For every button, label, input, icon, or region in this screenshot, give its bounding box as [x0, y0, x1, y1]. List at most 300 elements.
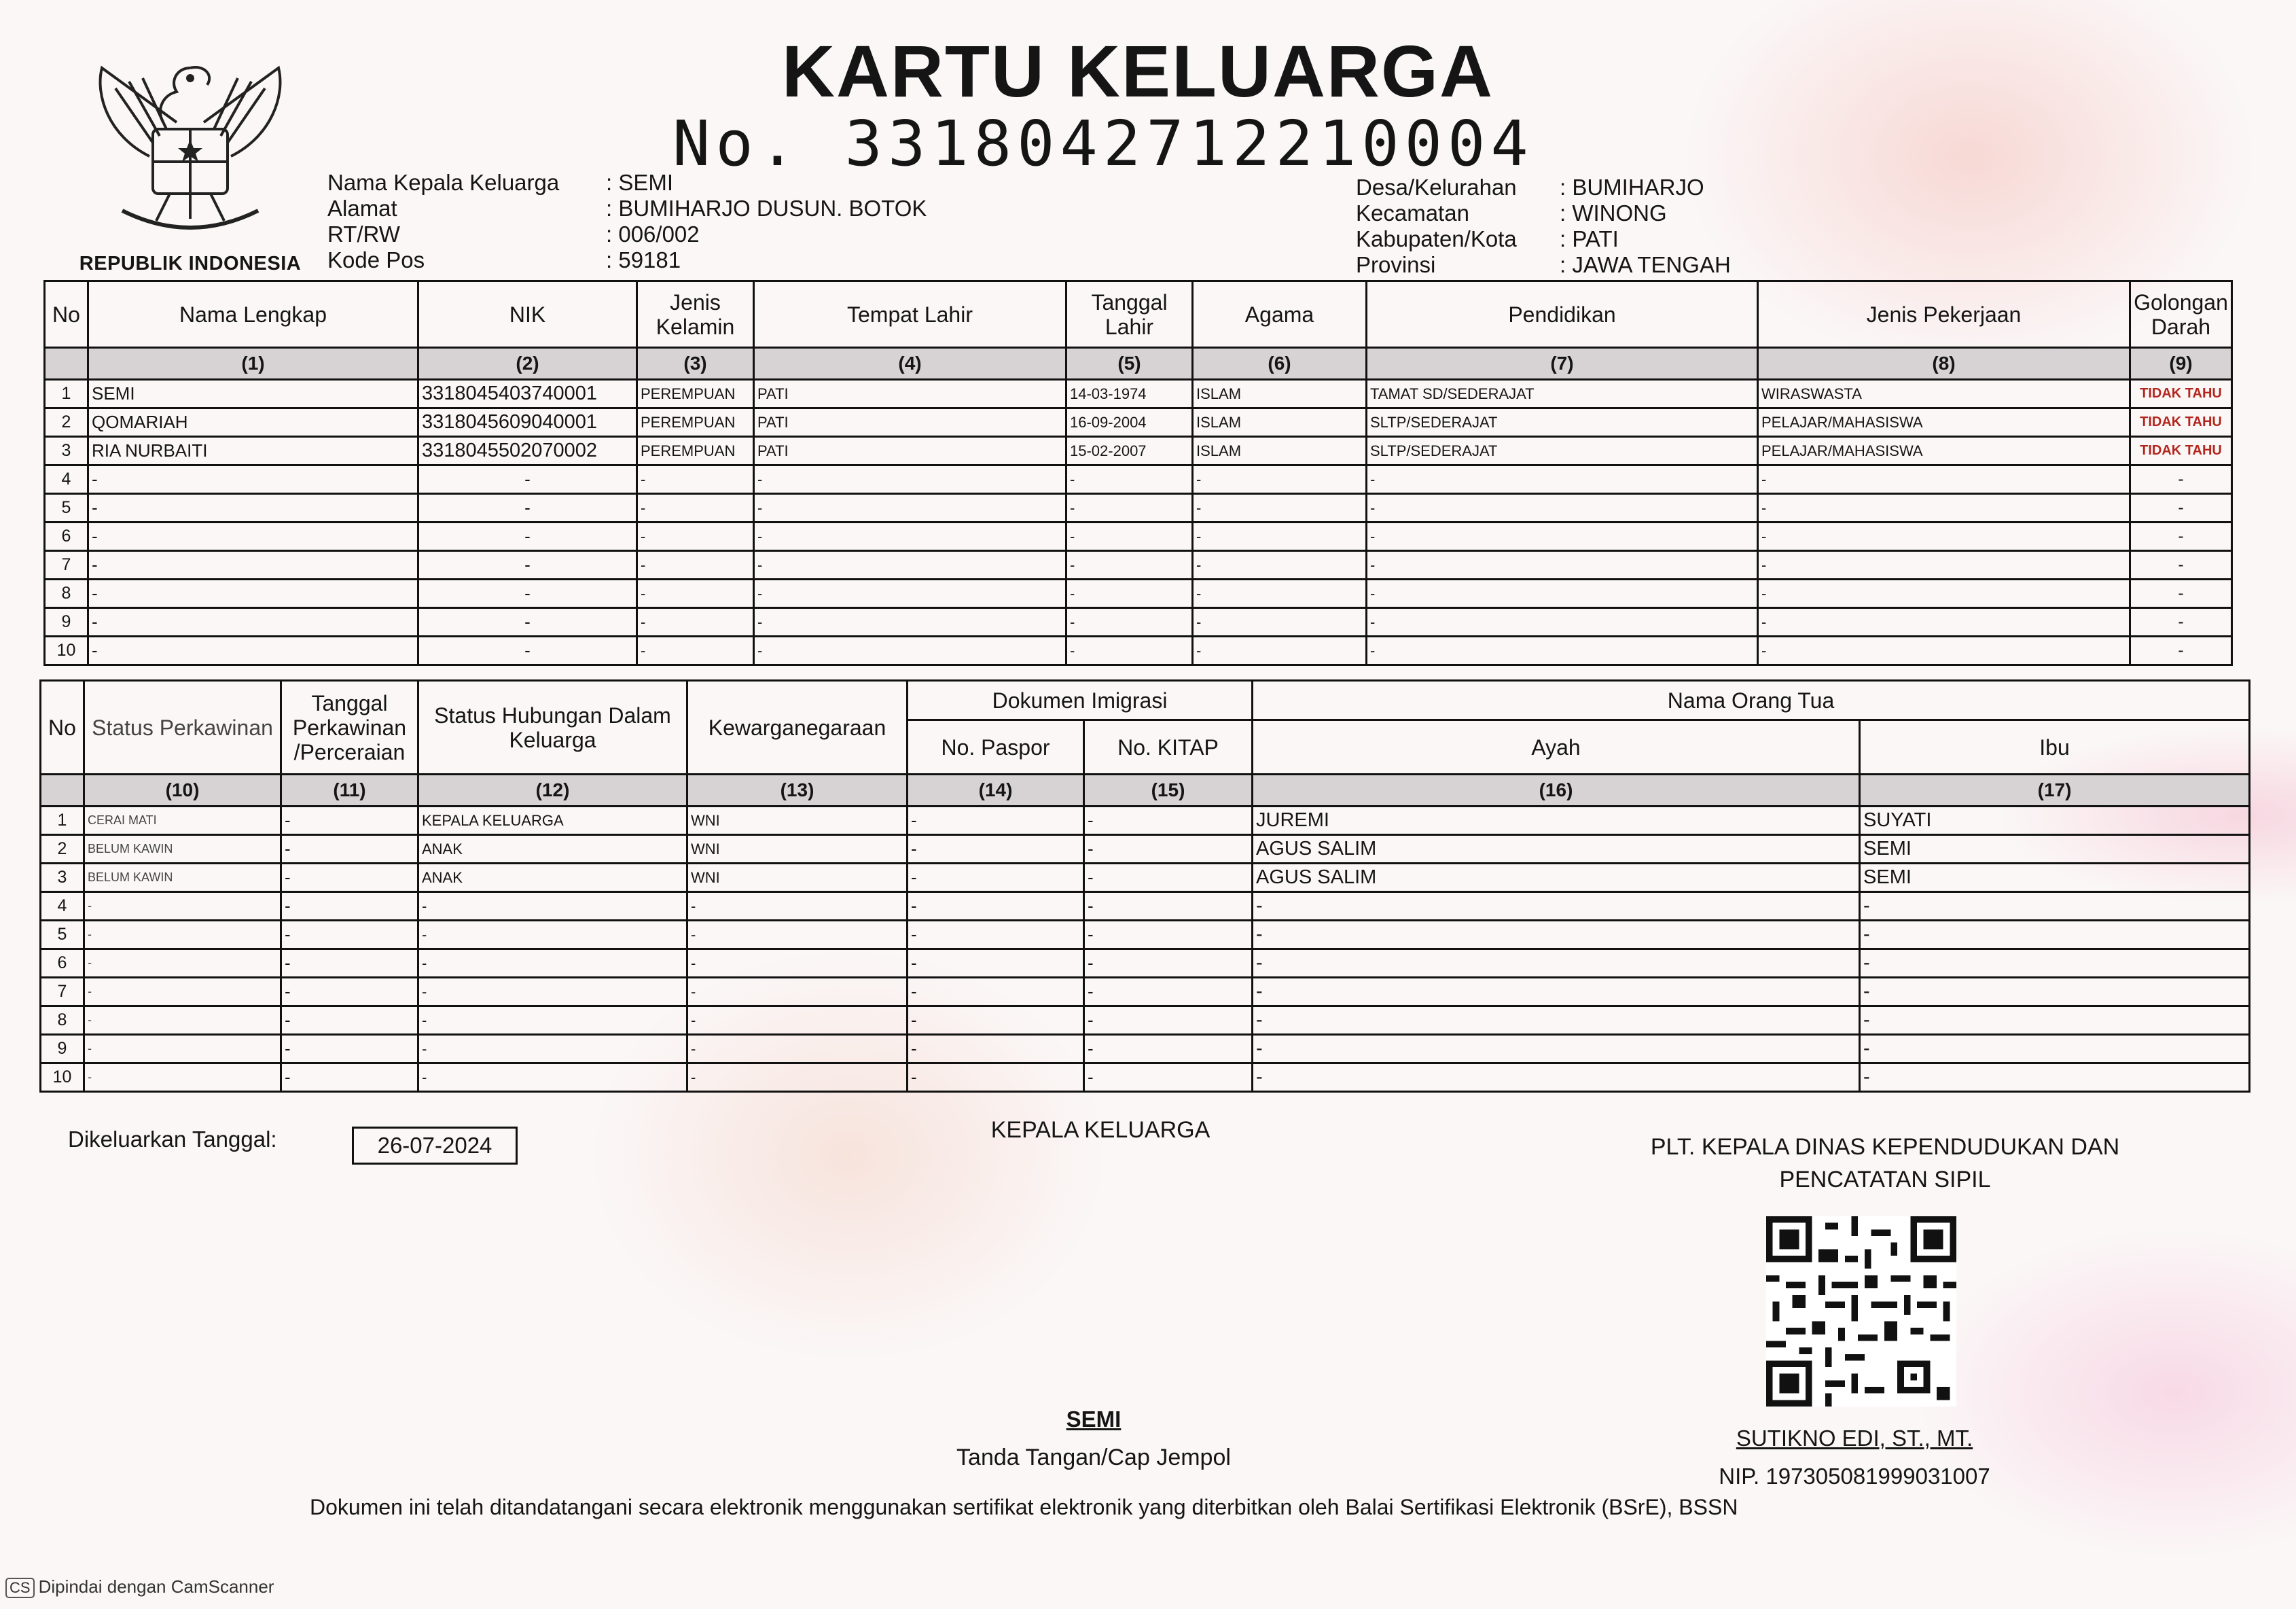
table-cell: -: [2130, 608, 2232, 637]
table-cell: -: [1758, 580, 2130, 608]
table-cell: SLTP/SEDERAJAT: [1367, 408, 1758, 437]
family-members-table: [43, 280, 2233, 666]
table-cell: -: [418, 1006, 687, 1035]
table-cell: 1: [41, 807, 84, 835]
table-cell: 6: [41, 949, 84, 978]
head-of-family-title: KEPALA KELUARGA: [990, 1117, 1210, 1143]
table-cell: -: [637, 523, 754, 551]
column-header: Pendidikan: [1367, 281, 1758, 348]
table-header-row: [45, 281, 2232, 348]
table-cell: -: [1860, 949, 2250, 978]
table-cell: 1: [45, 380, 88, 408]
table-cell: -: [1193, 580, 1367, 608]
table-row: [45, 637, 2232, 665]
table-row: [45, 551, 2232, 580]
table-cell: -: [2130, 494, 2232, 523]
table-cell: -: [84, 892, 281, 921]
column-header: Ayah: [1253, 720, 1860, 775]
table-cell: -: [281, 978, 418, 1006]
table-cell: AGUS SALIM: [1253, 835, 1860, 864]
table-cell: -: [418, 580, 637, 608]
table-cell: -: [1253, 1035, 1860, 1063]
table-cell: -: [1860, 1063, 2250, 1092]
table-cell: 4: [45, 465, 88, 494]
table-cell: -: [908, 1035, 1084, 1063]
info-value: : BUMIHARJO: [1560, 175, 1704, 200]
table-cell: -: [1367, 608, 1758, 637]
table-cell: -: [1367, 523, 1758, 551]
table-cell: -: [84, 921, 281, 949]
table-cell: 10: [45, 637, 88, 665]
column-number-row: [45, 348, 2232, 380]
table-row: [45, 580, 2232, 608]
table-cell: 9: [41, 1035, 84, 1063]
table-cell: -: [908, 1063, 1084, 1092]
table-cell: -: [1066, 580, 1193, 608]
info-row-rt-rw: [327, 222, 927, 247]
table-cell: 5: [41, 921, 84, 949]
table-cell: 2: [41, 835, 84, 864]
table-cell: -: [418, 465, 637, 494]
table-cell: 3318045403740001: [418, 380, 637, 408]
official-title-line: PENCATATAN SIPIL: [1779, 1167, 1991, 1192]
info-row-address: [327, 196, 927, 222]
table-cell: -: [1066, 637, 1193, 665]
table-cell: SEMI: [1860, 864, 2250, 892]
table-row: [41, 1035, 2250, 1063]
info-row-regency: [1356, 226, 1731, 252]
table-row: [41, 921, 2250, 949]
table-cell: -: [754, 523, 1066, 551]
table-cell: -: [908, 1006, 1084, 1035]
column-number: (6): [1193, 348, 1367, 380]
table-cell: -: [1193, 637, 1367, 665]
table-cell: -: [1253, 921, 1860, 949]
table-row: [41, 864, 2250, 892]
table-cell: -: [908, 949, 1084, 978]
table-cell: -: [637, 551, 754, 580]
table-cell: -: [687, 1063, 908, 1092]
table-cell: -: [1253, 1006, 1860, 1035]
table-row: [45, 608, 2232, 637]
column-number-cell: [45, 348, 88, 380]
table-cell: -: [687, 1006, 908, 1035]
table-cell: -: [2130, 637, 2232, 665]
family-status-body: [41, 807, 2250, 1092]
table-cell: -: [1758, 465, 2130, 494]
column-number: (9): [2130, 348, 2232, 380]
info-row-district: [1356, 200, 1731, 226]
column-number-cell: [41, 775, 84, 807]
column-header: Nama Orang Tua: [1253, 681, 2250, 720]
table-cell: -: [418, 921, 687, 949]
info-value: : JAWA TENGAH: [1560, 252, 1731, 277]
table-cell: -: [908, 978, 1084, 1006]
table-cell: 9: [45, 608, 88, 637]
table-cell: -: [687, 921, 908, 949]
table-cell: WNI: [687, 864, 908, 892]
table-cell: -: [88, 608, 418, 637]
table-cell: -: [281, 1063, 418, 1092]
table-cell: -: [1193, 465, 1367, 494]
issued-date-label: Dikeluarkan Tanggal:: [68, 1127, 277, 1152]
table-cell: -: [281, 949, 418, 978]
table-cell: -: [1084, 835, 1253, 864]
table-cell: -: [1860, 1006, 2250, 1035]
info-label: Alamat: [327, 196, 397, 221]
table-cell: -: [1253, 1063, 1860, 1092]
table-cell: 15-02-2007: [1066, 437, 1193, 465]
table-cell: -: [281, 807, 418, 835]
column-number: (12): [418, 775, 687, 807]
table-row: [41, 978, 2250, 1006]
info-row-postal-code: [327, 247, 927, 273]
column-header: Dokumen Imigrasi: [908, 681, 1253, 720]
info-row-province: [1356, 252, 1731, 278]
table-cell: -: [418, 637, 637, 665]
table-cell: -: [754, 580, 1066, 608]
info-value: : BUMIHARJO DUSUN. BOTOK: [606, 196, 927, 221]
table-cell: ANAK: [418, 864, 687, 892]
table-cell: ISLAM: [1193, 408, 1367, 437]
table-cell: -: [908, 864, 1084, 892]
table-row: [45, 408, 2232, 437]
table-cell: -: [1860, 921, 2250, 949]
table-cell: -: [418, 608, 637, 637]
column-number: (1): [88, 348, 418, 380]
table-cell: -: [637, 637, 754, 665]
table-cell: -: [1253, 978, 1860, 1006]
info-row-head-of-family: [327, 170, 927, 196]
table-cell: -: [418, 1035, 687, 1063]
table-cell: -: [2130, 465, 2232, 494]
document-number: No. 3318042712210004: [672, 107, 1534, 180]
head-of-family-name: SEMI: [1066, 1407, 1122, 1432]
table-cell: PATI: [754, 408, 1066, 437]
column-header: No. Paspor: [908, 720, 1084, 775]
table-cell: ISLAM: [1193, 380, 1367, 408]
info-value: : WINONG: [1560, 200, 1667, 226]
official-title: [1562, 1131, 2208, 1196]
column-number: (16): [1253, 775, 1860, 807]
table-cell: -: [1084, 1006, 1253, 1035]
column-number: (10): [84, 775, 281, 807]
table-cell: TIDAK TAHU: [2130, 408, 2232, 437]
table-cell: -: [687, 949, 908, 978]
info-label: Kode Pos: [327, 247, 425, 272]
table-cell: -: [908, 835, 1084, 864]
table-cell: 2: [45, 408, 88, 437]
table-cell: -: [754, 465, 1066, 494]
table-cell: -: [637, 608, 754, 637]
table-row: [41, 892, 2250, 921]
table-cell: -: [1084, 949, 1253, 978]
family-info-left: [327, 170, 927, 273]
table-cell: -: [687, 892, 908, 921]
table-cell: -: [1084, 864, 1253, 892]
table-cell: -: [1084, 921, 1253, 949]
table-cell: TIDAK TAHU: [2130, 437, 2232, 465]
info-label: Provinsi: [1356, 252, 1436, 277]
table-cell: SEMI: [88, 380, 418, 408]
column-number: (13): [687, 775, 908, 807]
table-cell: -: [754, 608, 1066, 637]
table-cell: -: [1084, 807, 1253, 835]
table-cell: -: [908, 892, 1084, 921]
info-label: Kecamatan: [1356, 200, 1469, 226]
table-cell: 7: [45, 551, 88, 580]
table-cell: -: [84, 949, 281, 978]
table-cell: -: [1860, 892, 2250, 921]
table-cell: -: [418, 978, 687, 1006]
info-label: RT/RW: [327, 222, 400, 247]
table-cell: PATI: [754, 380, 1066, 408]
table-cell: BELUM KAWIN: [84, 864, 281, 892]
table-row: [45, 465, 2232, 494]
column-header: Nama Lengkap: [88, 281, 418, 348]
table-cell: -: [1367, 465, 1758, 494]
table-cell: -: [1758, 494, 2130, 523]
table-cell: -: [88, 494, 418, 523]
table-cell: PEREMPUAN: [637, 380, 754, 408]
column-header: Jenis Kelamin: [637, 281, 754, 348]
table-cell: -: [281, 1006, 418, 1035]
electronic-signature-disclaimer: Dokumen ini telah ditandatangani secara elektronik menggunakan sertifikat elektronik yang diterbitkan oleh Balai Sertifikasi Elektronik (BSrE), BSSN: [310, 1495, 1738, 1519]
table-cell: -: [1367, 637, 1758, 665]
table-cell: -: [1066, 551, 1193, 580]
official-name: SUTIKNO EDI, ST., MT.: [1736, 1426, 1973, 1451]
table-cell: PATI: [754, 437, 1066, 465]
table-row: [41, 949, 2250, 978]
table-cell: PEREMPUAN: [637, 437, 754, 465]
table-cell: -: [88, 551, 418, 580]
table-cell: -: [1860, 1035, 2250, 1063]
table-cell: -: [1066, 465, 1193, 494]
table-cell: PEREMPUAN: [637, 408, 754, 437]
column-number-row: [41, 775, 2250, 807]
table-cell: -: [2130, 523, 2232, 551]
column-number: (14): [908, 775, 1084, 807]
table-cell: -: [84, 978, 281, 1006]
table-cell: SEMI: [1860, 835, 2250, 864]
table-cell: -: [1193, 523, 1367, 551]
table-cell: -: [1253, 892, 1860, 921]
column-header: Agama: [1193, 281, 1367, 348]
table-cell: -: [687, 1035, 908, 1063]
table-cell: 8: [45, 580, 88, 608]
column-header: Ibu: [1860, 720, 2250, 775]
column-header: Status Perkawinan: [84, 681, 281, 775]
table-cell: JUREMI: [1253, 807, 1860, 835]
table-row: [45, 380, 2232, 408]
table-cell: -: [1066, 523, 1193, 551]
official-title-line: PLT. KEPALA DINAS KEPENDUDUKAN DAN: [1650, 1134, 2120, 1160]
table-cell: -: [1084, 1063, 1253, 1092]
table-cell: -: [1193, 551, 1367, 580]
table-cell: 3318045609040001: [418, 408, 637, 437]
table-cell: PELAJAR/MAHASISWA: [1758, 437, 2130, 465]
table-cell: -: [908, 807, 1084, 835]
table-cell: TAMAT SD/SEDERAJAT: [1367, 380, 1758, 408]
table-cell: -: [1066, 608, 1193, 637]
table-cell: -: [2130, 551, 2232, 580]
family-members-body: [45, 380, 2232, 665]
table-cell: -: [1367, 494, 1758, 523]
table-cell: -: [418, 949, 687, 978]
table-cell: AGUS SALIM: [1253, 864, 1860, 892]
table-cell: 10: [41, 1063, 84, 1092]
table-cell: 3: [45, 437, 88, 465]
table-cell: 5: [45, 494, 88, 523]
table-cell: 3318045502070002: [418, 437, 637, 465]
table-cell: -: [1193, 608, 1367, 637]
official-nip: NIP. 197305081999031007: [1719, 1464, 1990, 1489]
table-cell: -: [88, 465, 418, 494]
table-cell: 4: [41, 892, 84, 921]
document-title: KARTU KELUARGA: [782, 30, 1494, 112]
column-number: (3): [637, 348, 754, 380]
table-cell: 8: [41, 1006, 84, 1035]
info-row-village: [1356, 175, 1731, 200]
table-cell: WNI: [687, 835, 908, 864]
table-cell: -: [908, 921, 1084, 949]
garuda-emblem-icon: [75, 41, 306, 245]
info-value: : 006/002: [606, 222, 700, 247]
table-cell: SLTP/SEDERAJAT: [1367, 437, 1758, 465]
column-header: Golongan Darah: [2130, 281, 2232, 348]
column-header: No. KITAP: [1084, 720, 1253, 775]
table-cell: -: [754, 494, 1066, 523]
table-cell: -: [1193, 494, 1367, 523]
table-cell: CERAI MATI: [84, 807, 281, 835]
table-cell: -: [281, 864, 418, 892]
table-row: [45, 494, 2232, 523]
table-cell: -: [1758, 523, 2130, 551]
table-cell: -: [1860, 978, 2250, 1006]
scanner-watermark: [5, 1576, 274, 1598]
info-label: Desa/Kelurahan: [1356, 175, 1517, 200]
column-number: (17): [1860, 775, 2250, 807]
column-number: (4): [754, 348, 1066, 380]
scanner-watermark-text: Dipindai dengan CamScanner: [38, 1576, 274, 1597]
table-cell: TIDAK TAHU: [2130, 380, 2232, 408]
table-row: [41, 835, 2250, 864]
table-cell: -: [1084, 978, 1253, 1006]
table-cell: QOMARIAH: [88, 408, 418, 437]
column-header: Kewarganegaraan: [687, 681, 908, 775]
table-cell: -: [418, 551, 637, 580]
column-number: (8): [1758, 348, 2130, 380]
table-cell: -: [1084, 1035, 1253, 1063]
table-cell: -: [88, 580, 418, 608]
table-cell: -: [84, 1035, 281, 1063]
table-cell: -: [281, 892, 418, 921]
info-value: : PATI: [1560, 226, 1619, 251]
table-cell: -: [88, 523, 418, 551]
info-label: Kabupaten/Kota: [1356, 226, 1517, 251]
table-row: [41, 807, 2250, 835]
qr-code-icon: [1766, 1216, 1956, 1407]
table-cell: -: [637, 494, 754, 523]
family-status-table: [39, 679, 2250, 1093]
column-header: Jenis Pekerjaan: [1758, 281, 2130, 348]
info-value: : 59181: [606, 247, 681, 272]
family-info-right: [1356, 175, 1731, 278]
table-cell: WIRASWASTA: [1758, 380, 2130, 408]
table-cell: -: [418, 1063, 687, 1092]
table-cell: -: [1758, 608, 2130, 637]
table-cell: 16-09-2004: [1066, 408, 1193, 437]
table-cell: -: [418, 892, 687, 921]
table-cell: SUYATI: [1860, 807, 2250, 835]
column-header: Tanggal Lahir: [1066, 281, 1193, 348]
table-cell: -: [88, 637, 418, 665]
table-cell: -: [418, 523, 637, 551]
info-value: : SEMI: [606, 170, 674, 195]
table-cell: -: [1367, 580, 1758, 608]
table-cell: RIA NURBAITI: [88, 437, 418, 465]
table-cell: -: [281, 1035, 418, 1063]
column-header: NIK: [418, 281, 637, 348]
table-row: [41, 1006, 2250, 1035]
table-cell: -: [281, 835, 418, 864]
table-cell: -: [687, 978, 908, 1006]
table-cell: -: [1066, 494, 1193, 523]
table-cell: -: [1253, 949, 1860, 978]
column-header: Tanggal Perkawinan /Perceraian: [281, 681, 418, 775]
signature-note: Tanda Tangan/Cap Jempol: [956, 1445, 1231, 1470]
table-cell: -: [84, 1006, 281, 1035]
issued-date-value: 26-07-2024: [352, 1127, 518, 1165]
column-header: No: [45, 281, 88, 348]
table-cell: -: [1084, 892, 1253, 921]
table-cell: ISLAM: [1193, 437, 1367, 465]
column-header: Status Hubungan Dalam Keluarga: [418, 681, 687, 775]
table-header-row: [41, 681, 2250, 720]
column-number: (11): [281, 775, 418, 807]
table-cell: 7: [41, 978, 84, 1006]
column-number: (15): [1084, 775, 1253, 807]
table-cell: -: [1758, 637, 2130, 665]
column-number: (7): [1367, 348, 1758, 380]
table-cell: -: [281, 921, 418, 949]
table-row: [41, 1063, 2250, 1092]
table-cell: -: [637, 580, 754, 608]
table-cell: ANAK: [418, 835, 687, 864]
table-cell: 3: [41, 864, 84, 892]
table-cell: KEPALA KELUARGA: [418, 807, 687, 835]
table-cell: -: [637, 465, 754, 494]
table-cell: -: [2130, 580, 2232, 608]
info-label: Nama Kepala Keluarga: [327, 170, 560, 195]
table-cell: BELUM KAWIN: [84, 835, 281, 864]
table-cell: 6: [45, 523, 88, 551]
emblem-caption: REPUBLIK INDONESIA: [79, 253, 302, 275]
column-number: (2): [418, 348, 637, 380]
table-cell: -: [1367, 551, 1758, 580]
table-cell: WNI: [687, 807, 908, 835]
column-header: Tempat Lahir: [754, 281, 1066, 348]
table-cell: PELAJAR/MAHASISWA: [1758, 408, 2130, 437]
table-cell: 14-03-1974: [1066, 380, 1193, 408]
camscanner-icon: CS: [5, 1578, 35, 1598]
table-cell: -: [754, 551, 1066, 580]
table-cell: -: [418, 494, 637, 523]
table-row: [45, 437, 2232, 465]
table-row: [45, 523, 2232, 551]
table-cell: -: [754, 637, 1066, 665]
table-cell: -: [1758, 551, 2130, 580]
